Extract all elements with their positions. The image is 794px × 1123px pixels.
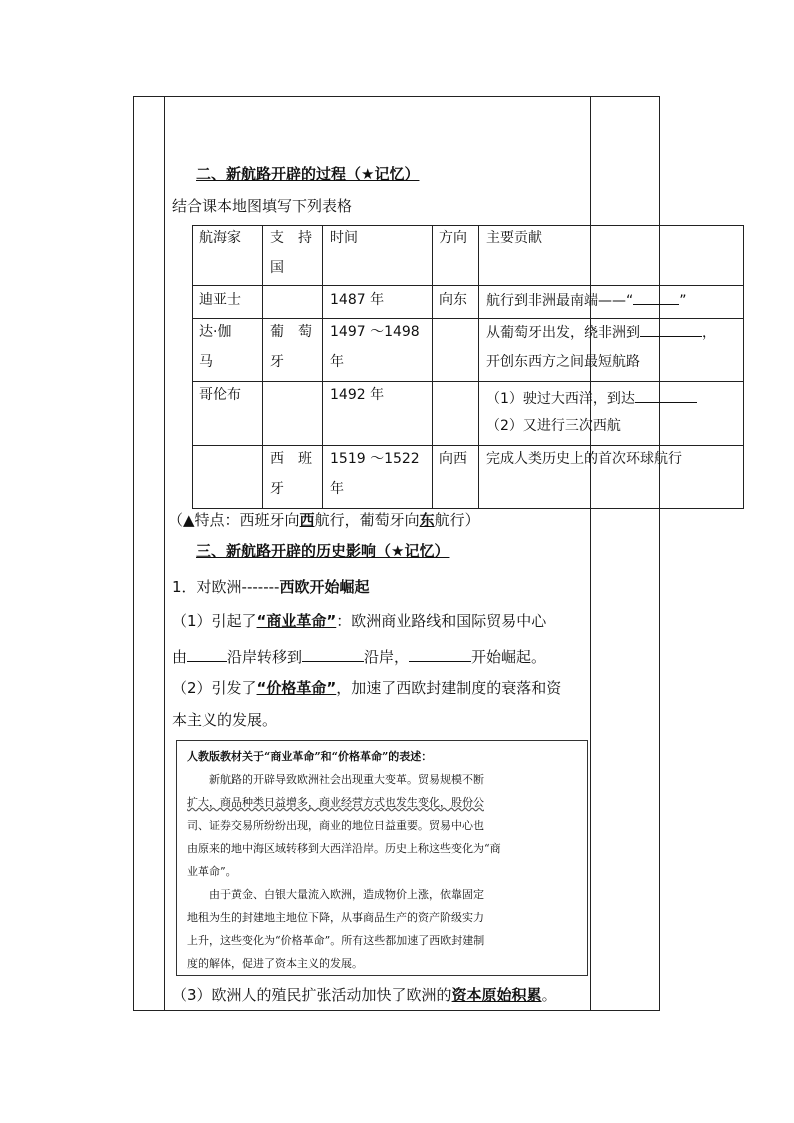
row3-time: 1492 年 [330, 387, 385, 403]
outer-frame-right-border [659, 96, 660, 1011]
outer-frame-bottom-border [133, 1010, 659, 1011]
row1-contribution-b: ” [679, 293, 687, 309]
textbook-para1-line4: 由原来的地中海区域转移到大西洋沿岸。历史上称这些变化为“商 [187, 842, 501, 855]
row3-answer-blank[interactable] [635, 386, 697, 403]
textbook-para2-line3: 上升，这些变化为“价格革命”。所有这些都加速了西欧封建制 [187, 934, 485, 947]
table-header-direction: 方向 [439, 230, 467, 246]
row4-support-line1: 西 班 [270, 451, 312, 467]
row2-contribution-a-end: ， [702, 325, 716, 341]
impact-item-europe: 1．对欧洲-------西欧开始崛起 [172, 578, 370, 596]
row3-contribution-a: （1）驶过大西洋，到达 [486, 391, 635, 407]
textbook-para1-line5: 业革命”。 [187, 865, 237, 878]
textbook-quote-box [176, 740, 588, 976]
blank-rising-region[interactable] [409, 645, 471, 662]
table-header-contribution: 主要贡献 [486, 230, 542, 246]
section3-heading: 三、新航路开辟的历史影响（★记忆） [196, 542, 450, 560]
row2-support-line2: 牙 [270, 354, 284, 370]
price-revolution-line2: 本主义的发展。 [172, 711, 278, 729]
table-header-navigator: 航海家 [199, 230, 241, 246]
west-keyword: 西 [299, 511, 315, 529]
row3-navigator: 哥伦布 [199, 387, 241, 403]
east-keyword: 东 [419, 511, 435, 529]
textbook-quote-title: 人教版教材关于“商业革命”和“价格革命”的表述： [187, 750, 433, 763]
price-revolution-term: “价格革命” [256, 679, 337, 697]
row2-time-line2: 年 [330, 354, 344, 370]
blank-former-center[interactable] [187, 645, 227, 662]
row2-contribution-b: 开创东西方之间最短航路 [486, 354, 640, 370]
row4-support-line2: 牙 [270, 481, 284, 497]
table-header-time: 时间 [330, 230, 358, 246]
outer-frame-top-border [133, 96, 659, 97]
outer-frame-column-divider-1 [164, 96, 165, 1011]
row2-support-line1: 葡 萄 [270, 324, 312, 340]
row1-time: 1487 年 [330, 292, 385, 308]
textbook-para2-line2: 地租为生的封建地主地位下降，从事商品生产的资产阶级实力 [187, 911, 484, 924]
route-feature-note: （▲特点：西班牙向西航行，葡萄牙向东航行） [168, 511, 480, 529]
table-header-support-line1: 支 持 [270, 230, 312, 246]
price-revolution-line1: （2）引发了“价格革命”，加速了西欧封建制度的衰落和资 [172, 679, 562, 697]
textbook-para2-line4: 度的解体，促进了资本主义的发展。 [187, 957, 363, 970]
section2-heading: 二、新航路开辟的过程（★记忆） [196, 165, 420, 183]
textbook-para1-line3: 司、证券交易所纷纷出现，商业的地位日益重要。贸易中心也 [187, 819, 484, 832]
commercial-revolution-line1: （1）引起了“商业革命”：欧洲商业路线和国际贸易中心 [172, 612, 547, 630]
row3-contribution-b: （2）又进行三次西航 [486, 418, 621, 434]
row4-contribution: 完成人类历史上的首次环球航行 [486, 451, 682, 467]
row1-navigator: 迪亚士 [199, 292, 241, 308]
row1-direction: 向东 [439, 292, 467, 308]
row4-time-line2: 年 [330, 481, 344, 497]
textbook-para2-line1: 由于黄金、白银大量流入欧洲，造成物价上涨，依靠固定 [209, 888, 484, 901]
row2-time-line1: 1497 ～1498 [330, 324, 420, 340]
table-header-support-line2: 国 [270, 260, 284, 276]
commercial-revolution-term: “商业革命” [256, 612, 337, 630]
row4-time-line1: 1519 ～1522 [330, 451, 420, 467]
row1-answer-blank[interactable] [633, 288, 679, 305]
row2-navigator-line2: 马 [199, 354, 213, 370]
textbook-para1-line2: 扩大，商品种类日益增多，商业经营方式也发生变化，股份公 [187, 796, 484, 809]
row2-navigator-line1: 达·伽 [199, 324, 232, 340]
row1-contribution-a: 航行到非洲最南端——“ [486, 293, 634, 309]
row4-direction: 向西 [439, 451, 467, 467]
outer-frame-column-divider-2 [590, 96, 591, 1011]
capital-accumulation-term: 资本原始积累 [451, 986, 542, 1004]
row2-contribution-a: 从葡萄牙出发，绕非洲到 [486, 325, 640, 341]
section2-instruction: 结合课本地图填写下列表格 [172, 197, 353, 215]
row2-answer-blank[interactable] [640, 320, 702, 337]
blank-new-center[interactable] [302, 645, 364, 662]
capital-accumulation-line: （3）欧洲人的殖民扩张活动加快了欧洲的资本原始积累。 [172, 986, 557, 1004]
textbook-para1-line1: 新航路的开辟导致欧洲社会出现重大变革。贸易规模不断 [209, 773, 484, 786]
commercial-revolution-line2: 由 沿岸转移到 沿岸， 开始崛起。 [172, 645, 546, 667]
outer-frame-left-border [133, 96, 134, 1011]
